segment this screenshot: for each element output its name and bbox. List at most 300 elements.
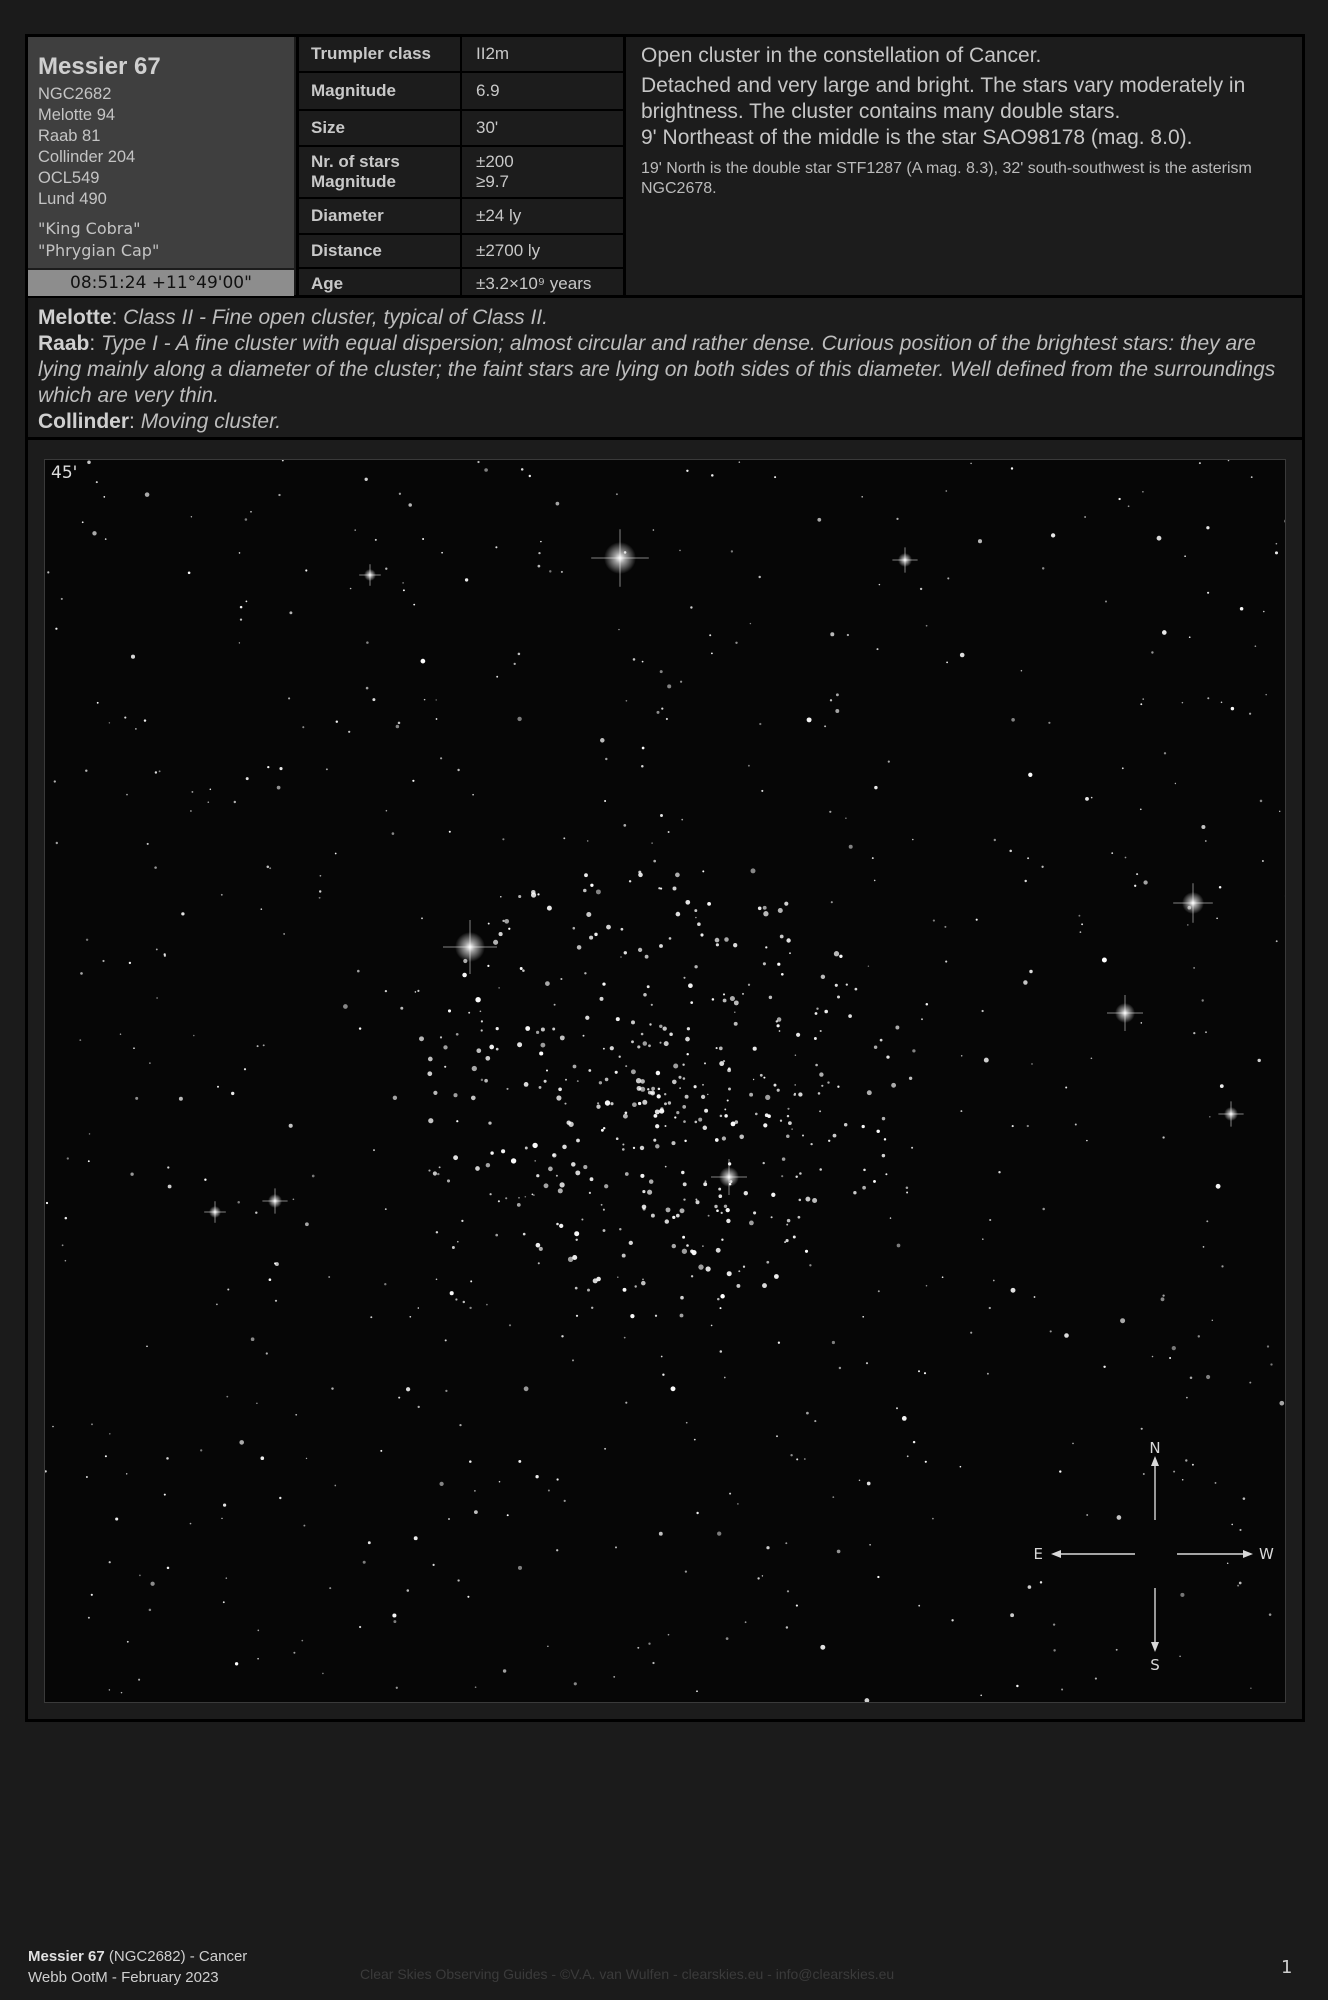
star	[179, 1097, 183, 1101]
star	[913, 1441, 915, 1443]
star	[781, 1175, 783, 1177]
star	[757, 1577, 759, 1579]
star	[814, 1037, 817, 1040]
star	[433, 1091, 437, 1095]
star	[867, 1482, 871, 1486]
star	[787, 1108, 789, 1110]
star	[1086, 1140, 1087, 1141]
star	[240, 618, 242, 620]
star	[1059, 1470, 1061, 1472]
star	[109, 1689, 111, 1691]
star	[1249, 713, 1251, 715]
star	[133, 1047, 135, 1049]
star	[573, 1065, 577, 1069]
star	[637, 1045, 640, 1048]
star	[1186, 1397, 1188, 1399]
star	[1184, 555, 1186, 557]
star	[888, 761, 890, 763]
star	[641, 1281, 646, 1286]
star	[705, 1266, 710, 1271]
star	[836, 693, 839, 696]
star	[668, 1101, 671, 1104]
star	[380, 1450, 382, 1452]
star	[835, 984, 838, 987]
nicknames	[38, 218, 284, 262]
star	[655, 1144, 659, 1148]
star	[702, 870, 704, 872]
star	[277, 786, 281, 790]
star	[810, 1143, 812, 1145]
star	[440, 757, 442, 759]
star	[716, 1248, 721, 1253]
star	[1206, 1375, 1210, 1379]
star	[1162, 630, 1167, 635]
star	[766, 1261, 769, 1264]
star	[61, 598, 63, 600]
star	[363, 1561, 366, 1564]
star	[156, 948, 158, 950]
star	[121, 1692, 123, 1694]
star	[445, 1390, 447, 1392]
star	[433, 1564, 435, 1566]
star	[645, 955, 649, 959]
star	[660, 670, 663, 673]
star	[547, 1646, 548, 1647]
star	[632, 1102, 637, 1107]
star	[562, 1145, 567, 1150]
star	[680, 1296, 684, 1300]
star	[558, 1087, 562, 1091]
star	[596, 1105, 600, 1109]
star	[821, 975, 825, 979]
star	[326, 768, 328, 770]
star	[521, 468, 524, 471]
star	[795, 1055, 796, 1056]
star	[505, 1197, 507, 1199]
star	[786, 1239, 789, 1242]
star	[1169, 1357, 1171, 1359]
nickname: "King Cobra"	[38, 219, 141, 238]
star	[805, 1197, 810, 1202]
star	[685, 1037, 690, 1042]
star	[705, 1180, 707, 1182]
row-trumpler	[299, 37, 623, 73]
star	[1260, 800, 1263, 803]
star	[538, 1262, 540, 1264]
star	[561, 571, 563, 573]
star	[787, 1219, 791, 1223]
star	[703, 1182, 707, 1186]
star	[755, 1113, 758, 1116]
star	[490, 1151, 493, 1154]
star	[660, 814, 663, 817]
star	[617, 1276, 618, 1277]
star	[731, 1122, 736, 1127]
star	[539, 1051, 543, 1055]
star	[164, 1494, 166, 1496]
star	[235, 1662, 238, 1665]
star	[630, 1314, 634, 1318]
star	[418, 1307, 420, 1309]
star	[1263, 611, 1265, 613]
star	[1255, 645, 1257, 647]
star	[518, 653, 521, 656]
star	[283, 933, 284, 934]
star	[1207, 592, 1209, 594]
star	[872, 857, 874, 859]
star	[246, 777, 249, 780]
star	[640, 1087, 645, 1092]
star	[1016, 1685, 1018, 1687]
star	[469, 1307, 471, 1309]
field-of-view-label: 45'	[51, 463, 78, 483]
star	[694, 1121, 697, 1124]
star	[786, 1224, 788, 1226]
star	[704, 1109, 708, 1113]
star	[660, 888, 662, 890]
star	[667, 684, 671, 688]
star	[618, 629, 619, 630]
star	[994, 839, 996, 841]
star	[815, 1064, 818, 1067]
star	[724, 1377, 726, 1379]
star	[799, 1172, 802, 1175]
footer-object: Messier 67	[28, 1948, 105, 1965]
star	[234, 801, 236, 803]
star	[709, 634, 711, 636]
star	[1128, 505, 1130, 507]
star	[436, 718, 438, 720]
star	[671, 1141, 675, 1145]
star	[700, 933, 703, 936]
star	[96, 481, 98, 483]
star	[924, 1372, 926, 1374]
star	[777, 1024, 780, 1027]
star	[1010, 1613, 1014, 1617]
star	[796, 1033, 800, 1037]
star	[721, 1212, 723, 1214]
star	[623, 824, 626, 827]
value: ±3.2×10⁹ years	[476, 273, 592, 293]
star	[867, 1090, 872, 1095]
value: ±24 ly	[476, 206, 522, 225]
star	[1279, 1401, 1284, 1406]
star	[1250, 1687, 1251, 1688]
star	[539, 1247, 543, 1251]
star	[593, 1278, 598, 1283]
star	[641, 1033, 644, 1036]
star	[601, 1204, 603, 1206]
star	[1193, 967, 1195, 969]
star	[682, 1249, 687, 1254]
star	[450, 1291, 454, 1295]
star	[642, 1205, 647, 1210]
star	[678, 1076, 681, 1079]
star	[859, 1480, 861, 1482]
star	[293, 1652, 295, 1654]
star	[255, 1211, 257, 1213]
star	[1187, 924, 1189, 926]
star	[1243, 1497, 1246, 1500]
star	[816, 1008, 818, 1010]
star	[204, 1179, 206, 1181]
text: Class II - Fine open cluster, typical of Class II.	[123, 306, 549, 329]
star	[1103, 1366, 1105, 1368]
star	[647, 985, 650, 988]
star	[503, 1669, 506, 1672]
star	[625, 1065, 627, 1067]
star	[409, 1316, 411, 1318]
star	[690, 1001, 693, 1004]
star	[683, 1120, 686, 1123]
star	[786, 938, 790, 942]
star	[603, 1229, 606, 1232]
bright-stars	[204, 529, 1243, 1223]
star	[1251, 476, 1253, 478]
star	[517, 717, 521, 721]
star	[694, 965, 697, 968]
star	[1216, 1184, 1221, 1189]
star	[288, 697, 290, 699]
star	[417, 990, 419, 992]
star	[638, 948, 642, 952]
star	[1198, 1335, 1200, 1337]
star	[1231, 707, 1234, 710]
star	[751, 868, 756, 873]
star	[821, 1085, 823, 1087]
star	[610, 1102, 613, 1105]
star	[1284, 519, 1286, 524]
star	[477, 461, 479, 463]
star	[769, 996, 772, 999]
star	[640, 1174, 644, 1178]
star	[453, 1155, 458, 1160]
star	[942, 1276, 944, 1278]
star	[724, 1114, 728, 1118]
star	[335, 853, 337, 855]
star	[720, 1307, 722, 1309]
star	[780, 1120, 782, 1122]
star	[802, 1134, 804, 1136]
star	[1269, 1613, 1272, 1616]
star	[559, 1224, 563, 1228]
star	[223, 1503, 226, 1506]
star	[1120, 1318, 1125, 1323]
star	[897, 1244, 901, 1248]
star	[984, 1058, 989, 1063]
star	[679, 550, 681, 552]
star	[576, 1139, 580, 1143]
star	[717, 1531, 721, 1535]
star	[399, 493, 401, 495]
star	[1134, 885, 1136, 887]
star	[1028, 773, 1032, 777]
star	[1164, 752, 1166, 754]
star	[727, 1099, 729, 1101]
alias: OCL549	[38, 169, 100, 187]
star	[989, 1219, 991, 1221]
star	[731, 550, 733, 552]
star	[403, 589, 405, 591]
star	[981, 1010, 983, 1012]
star	[1053, 1649, 1055, 1651]
star	[885, 1173, 887, 1175]
star	[708, 1215, 710, 1217]
star	[696, 1512, 698, 1514]
star	[508, 928, 510, 930]
star	[784, 902, 788, 906]
star	[502, 920, 504, 922]
star	[1215, 1482, 1217, 1484]
star	[525, 1147, 528, 1150]
star	[806, 1412, 809, 1415]
star	[124, 717, 126, 719]
star	[489, 1193, 491, 1195]
melotte-class: Melotte: Class II - Fine open cluster, typical of Class II.	[38, 306, 549, 329]
star	[750, 623, 751, 624]
star	[1078, 915, 1080, 917]
star	[1081, 923, 1083, 925]
star	[683, 977, 685, 979]
star	[231, 1092, 234, 1095]
star	[786, 1626, 788, 1628]
star	[1024, 880, 1026, 882]
star	[711, 1325, 713, 1327]
star	[269, 1278, 272, 1281]
label: Collinder	[38, 410, 130, 433]
star	[839, 1367, 841, 1369]
star	[976, 919, 978, 921]
star	[126, 1473, 127, 1474]
star	[794, 1084, 796, 1086]
star	[306, 1458, 307, 1459]
star	[470, 1280, 472, 1282]
star	[795, 1175, 797, 1177]
star	[896, 1407, 898, 1409]
star	[279, 1497, 281, 1499]
star	[679, 1087, 681, 1089]
star	[753, 1211, 756, 1214]
star	[457, 1241, 459, 1243]
star	[448, 1518, 450, 1520]
star	[600, 738, 605, 743]
star	[1084, 516, 1086, 518]
star	[603, 1048, 605, 1050]
star	[643, 1041, 647, 1045]
star	[263, 1044, 265, 1046]
star	[1276, 543, 1278, 545]
star	[716, 1047, 718, 1049]
star	[535, 1475, 538, 1478]
star	[879, 584, 880, 585]
star	[459, 1424, 461, 1426]
star	[536, 1174, 539, 1177]
star	[753, 1047, 757, 1051]
star	[932, 1518, 934, 1520]
star	[97, 702, 99, 704]
compass-west-label: W	[1259, 1545, 1274, 1563]
star	[301, 1640, 303, 1642]
star	[719, 1061, 724, 1066]
star	[777, 963, 780, 966]
star	[207, 801, 209, 803]
star	[250, 511, 252, 513]
star	[159, 770, 161, 772]
star	[946, 662, 948, 664]
star	[575, 1170, 580, 1175]
star	[655, 1109, 660, 1114]
star	[1162, 1294, 1164, 1296]
star	[428, 1170, 430, 1172]
star	[829, 811, 831, 813]
star	[506, 1088, 508, 1090]
star	[475, 1166, 480, 1171]
star	[668, 1634, 670, 1636]
star	[616, 1017, 620, 1021]
star	[778, 1342, 780, 1344]
star	[80, 972, 83, 975]
star	[536, 1031, 539, 1034]
star	[862, 1316, 864, 1318]
star	[834, 951, 839, 956]
row-stars	[299, 147, 623, 199]
star	[729, 1493, 731, 1495]
star	[672, 1244, 676, 1248]
star	[275, 1262, 279, 1266]
star	[524, 1082, 529, 1087]
star	[359, 1027, 361, 1029]
star	[694, 1439, 696, 1441]
star	[539, 1086, 542, 1089]
star	[1009, 850, 1012, 853]
star	[787, 1590, 789, 1592]
star	[584, 972, 586, 974]
star	[912, 1049, 915, 1052]
star	[1157, 536, 1162, 541]
star	[819, 1110, 821, 1112]
star	[45, 1470, 47, 1472]
star	[522, 969, 525, 972]
star	[681, 1171, 684, 1174]
star	[392, 832, 395, 835]
star	[82, 521, 84, 523]
nickname: "Phrygian Cap"	[38, 241, 160, 260]
star	[1212, 1320, 1213, 1321]
value: ±200	[476, 152, 514, 171]
star	[398, 1397, 400, 1399]
star	[485, 1056, 490, 1061]
star	[92, 531, 96, 535]
star	[102, 960, 104, 962]
star	[619, 1228, 621, 1230]
star	[651, 1087, 655, 1091]
star	[239, 642, 240, 643]
star	[576, 1315, 578, 1317]
star	[433, 1171, 437, 1175]
star	[882, 1117, 885, 1120]
star	[210, 789, 212, 791]
star	[785, 1542, 787, 1544]
star	[744, 1191, 748, 1195]
star	[86, 1476, 88, 1478]
star	[556, 1223, 559, 1226]
star	[481, 1020, 483, 1022]
star	[1029, 970, 1032, 973]
star	[676, 1111, 679, 1114]
label: Size	[299, 111, 462, 145]
star	[181, 912, 184, 915]
star	[457, 769, 459, 771]
